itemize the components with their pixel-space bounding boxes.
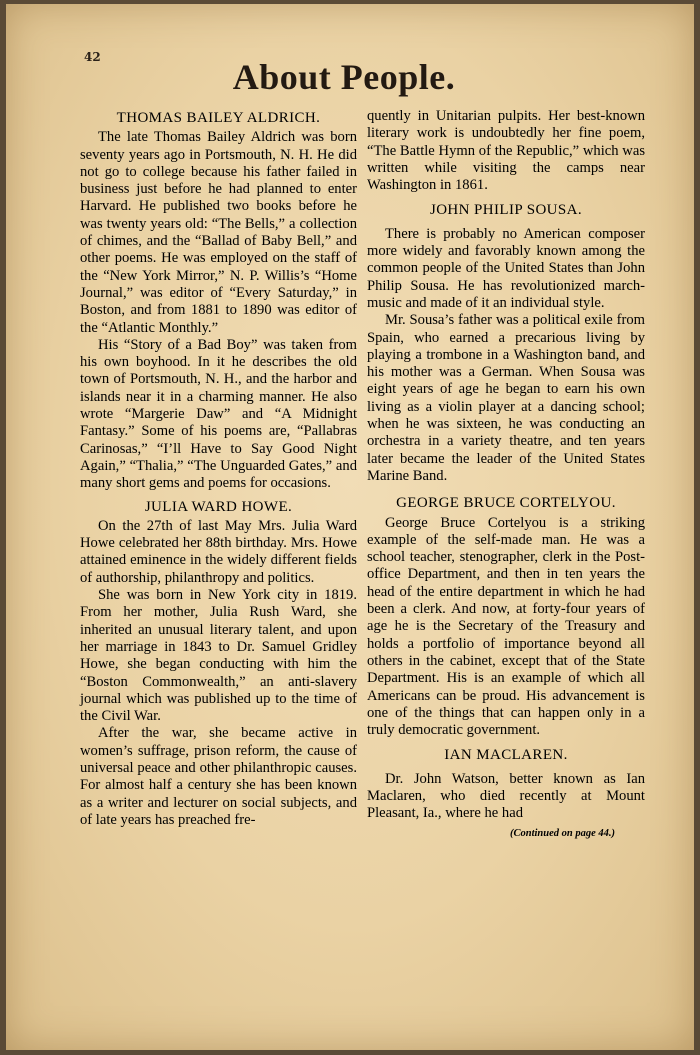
page-number: 42 xyxy=(84,50,101,64)
article-sousa xyxy=(367,202,645,485)
article-maclaren xyxy=(367,747,645,822)
article-howe xyxy=(80,499,357,830)
article-title-howe: JULIA WARD HOWE. xyxy=(144,498,293,515)
article-paragraph: George Bruce Cortelyou is a striking example of the self-made man. He was a school teacher, stenographer, clerk in the Post-office Department, and then in ten years the head of the entire department in which he had been a clerk. And now, at forty-four years of age he is the Secretary of the Treasury and holds a portfolio of importance beyond all others in the cabinet, except that of the State Department. His is an example of which all Americans can be proud. His advancement is one of the things that can happen only in a truly democratic government. xyxy=(367,514,645,739)
article-paragraph: Dr. John Watson, better known as Ian Maclaren, who died recently at Mount Pleasant, Ia., where he had xyxy=(367,770,645,822)
article-paragraph: His “Story of a Bad Boy” was taken from his own boyhood. In it he describes the old town of Portsmouth, N. H., and the harbor and islands near it in a charming manner. He also wrote “Margerie Daw” and “A Midnight Fantasy.” Some of his poems are, “Pallabras Carinosas,” “I’ll Have to Say Good Night Again,” “Thalia,” “The Unguarded Gates,” and many short gems and poems for occasions. xyxy=(80,336,357,492)
article-paragraph: Mr. Sousa’s father was a political exile from Spain, who earned a precarious living by playing a trombone in a Washington band, and his mother was a German. When Sousa was eight years of age he began to earn his own living as a violin player at a dancing school; when he was sixteen, he was conducting an orchestra in a variety theatre, and ten years later became the leader of the United States Marine Band. xyxy=(367,312,645,484)
article-cortelyou xyxy=(367,495,645,739)
article-paragraph: There is probably no American composer more widely and favorably known among the common people of the United States than John Philip Sousa. He has revolutionized march-music and made of it an individual style. xyxy=(367,225,645,311)
page-headline: About People. xyxy=(232,57,456,97)
article-title-cortelyou: GEORGE BRUCE CORTELYOU. xyxy=(396,495,616,512)
left-column xyxy=(80,108,357,829)
article-title-aldrich: THOMAS BAILEY ALDRICH. xyxy=(116,110,321,126)
continued-note: (Continued on page 44.) xyxy=(509,827,615,839)
article-paragraph: After the war, she became active in women’s suffrage, prison reform, the cause of universal peace and other philanthropic causes. For almost half a century she has been known as a writer and lecturer on social subjects, and of late years has preached fre- xyxy=(80,725,357,828)
article-title-maclaren: IAN MACLAREN. xyxy=(444,747,568,764)
right-column xyxy=(367,108,645,842)
article-aldrich xyxy=(80,110,357,493)
article-paragraph: On the 27th of last May Mrs. Julia Ward Howe celebrated her 88th birthday. Mrs. Howe attained eminence in the widely different fields of authorship, philanthropy and politics. xyxy=(80,517,357,586)
article-paragraph: The late Thomas Bailey Aldrich was born seventy years ago in Portsmouth, N. H. He did not go to college because his father failed in business just before he had planned to enter Harvard. He published two books before he was twenty years old: “The Bells,” a collection of chimes, and the “Ballad of Baby Bell,” and other poems. He was employed on the staff of the “New York Mirror,” N. P. Willis’s “Home Journal,” was editor of “Every Saturday,” in Boston, and from 1881 to 1890 was editor of the “Atlantic Monthly.” xyxy=(80,129,357,336)
article-paragraph: She was born in New York city in 1819. From her mother, Julia Rush Ward, she inherited an unusual literary talent, and upon her marriage in 1843 to Dr. Samuel Gridley Howe, she began conducting with him the “Boston Commonwealth,” an anti-slavery journal which was published up to the time of the Civil War. xyxy=(80,587,357,725)
article-continuation-howe: quently in Unitarian pulpits. Her best-known literary work is undoubtedly her fine poem, “The Battle Hymn of the Republic,” which was written while visiting the camps near Washington in 1861. xyxy=(367,108,645,194)
article-title-sousa: JOHN PHILIP SOUSA. xyxy=(429,202,583,219)
